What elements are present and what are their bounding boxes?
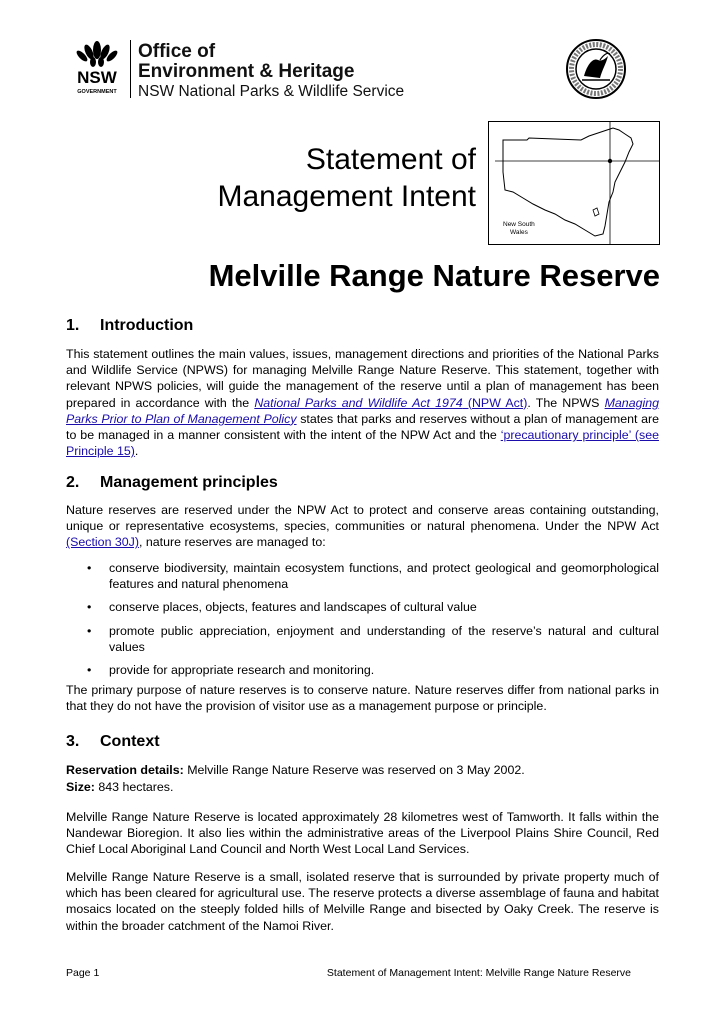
reserve-size: Size: 843 hectares.: [66, 780, 174, 794]
document-type-line2: Management Intent: [217, 180, 476, 213]
npws-seal-icon: [564, 38, 628, 100]
reservation-details: Reservation details: Melville Range Nature Reserve was reserved on 3 May 2002.: [66, 763, 525, 777]
running-title: Statement of Management Intent: Melville Range Nature Reserve: [326, 967, 631, 979]
list-item: • conserve biodiversity, maintain ecosystem functions, and protect geological and geomorphological features and natural phenomena: [87, 561, 659, 592]
section-heading-introduction: 1. Introduction: [66, 317, 194, 334]
org-name-line2: Environment & Heritage: [138, 61, 355, 82]
org-name-line3: NSW National Parks & Wildlife Service: [138, 83, 405, 100]
precautionary-principle-link[interactable]: ‘precautionary principle’ (see Principle 15): [66, 428, 659, 459]
waratah-icon: [66, 38, 128, 100]
npw-act-abbr-link[interactable]: (NPW Act): [462, 395, 528, 410]
svg-text:New South: New South: [503, 221, 535, 228]
logo-divider: [130, 40, 131, 98]
location-paragraph: Melville Range Nature Reserve is located approximately 28 kilometres west of Tamworth. It falls within the Nandewar Bioregion. It also lies within the administrative areas of the Liverpool Plains Shire Council, Red Chief Local Aboriginal Land Council and North West Local Land Services.: [66, 810, 659, 857]
reserve-title: Melville Range Nature Reserve: [208, 258, 660, 293]
managing-parks-policy-link[interactable]: Managing Parks Prior to Plan of Management Policy: [66, 395, 660, 426]
primary-purpose-paragraph: The primary purpose of nature reserves is to conserve nature. Nature reserves differ from national parks in that they do not have the provision of visitor use as a management purpose or principle.: [66, 683, 659, 714]
management-principles-paragraph: Nature reserves are reserved under the NPW Act to protect and conserve areas containing outstanding, unique or representative ecosystems, species, communities or natural phenomena. Under the NPW Act (Section 30J), nature reserves are managed to:: [66, 503, 659, 550]
list-item: • promote public appreciation, enjoyment and understanding of the reserve’s natural and cultural values: [87, 623, 659, 654]
section-30j-link[interactable]: (Section 30J): [66, 535, 140, 550]
section-heading-management-principles: 2. Management principles: [66, 474, 278, 491]
nsw-map-icon: [489, 122, 659, 244]
section-heading-context: 3. Context: [66, 733, 160, 750]
nsw-government-logo: [66, 38, 128, 100]
svg-text:NSW: NSW: [77, 68, 117, 87]
description-paragraph: Melville Range Nature Reserve is a small, isolated reserve that is surrounded by private property much of which has been cleared for agricultural use. The reserve protects a diverse assemblage of fauna and habitat mosaics located on the steeply folded hills of Melville Range and bisected by Oaky Creek. The reserve is within the broader catchment of the Namoi River.: [66, 870, 659, 933]
management-objectives-list: [66, 560, 659, 685]
document-type-line1: Statement of: [305, 143, 476, 176]
svg-text:GOVERNMENT: GOVERNMENT: [77, 89, 117, 95]
npw-act-link[interactable]: National Parks and Wildlife Act 1974: [254, 395, 463, 410]
npws-badge-logo: [564, 38, 628, 100]
introduction-paragraph: This statement outlines the main values, issues, management directions and priorities of the National Parks and Wildlife Service (NPWS) for managing Melville Range Nature Reserve. This statement, together with relevant NPWS policies, will guide the management of the reserve until a plan of management has been prepared in accordance with the National Parks and Wildlife Act 1974 (NPW Act). The NPWS Managing Parks Prior to Plan of Management Policy states that parks and reserves without a plan of management are to be managed in a manner consistent with the intent of the NPW Act and the ‘precautionary principle’ (see Principle 15).: [66, 347, 660, 459]
location-map: [488, 121, 660, 245]
org-name-line1: Office of: [138, 41, 216, 62]
list-item: • conserve places, objects, features and landscapes of cultural value: [87, 600, 477, 615]
svg-text:Wales: Wales: [510, 229, 528, 236]
page-number: Page 1: [66, 967, 100, 979]
list-item: • provide for appropriate research and monitoring.: [87, 663, 375, 678]
